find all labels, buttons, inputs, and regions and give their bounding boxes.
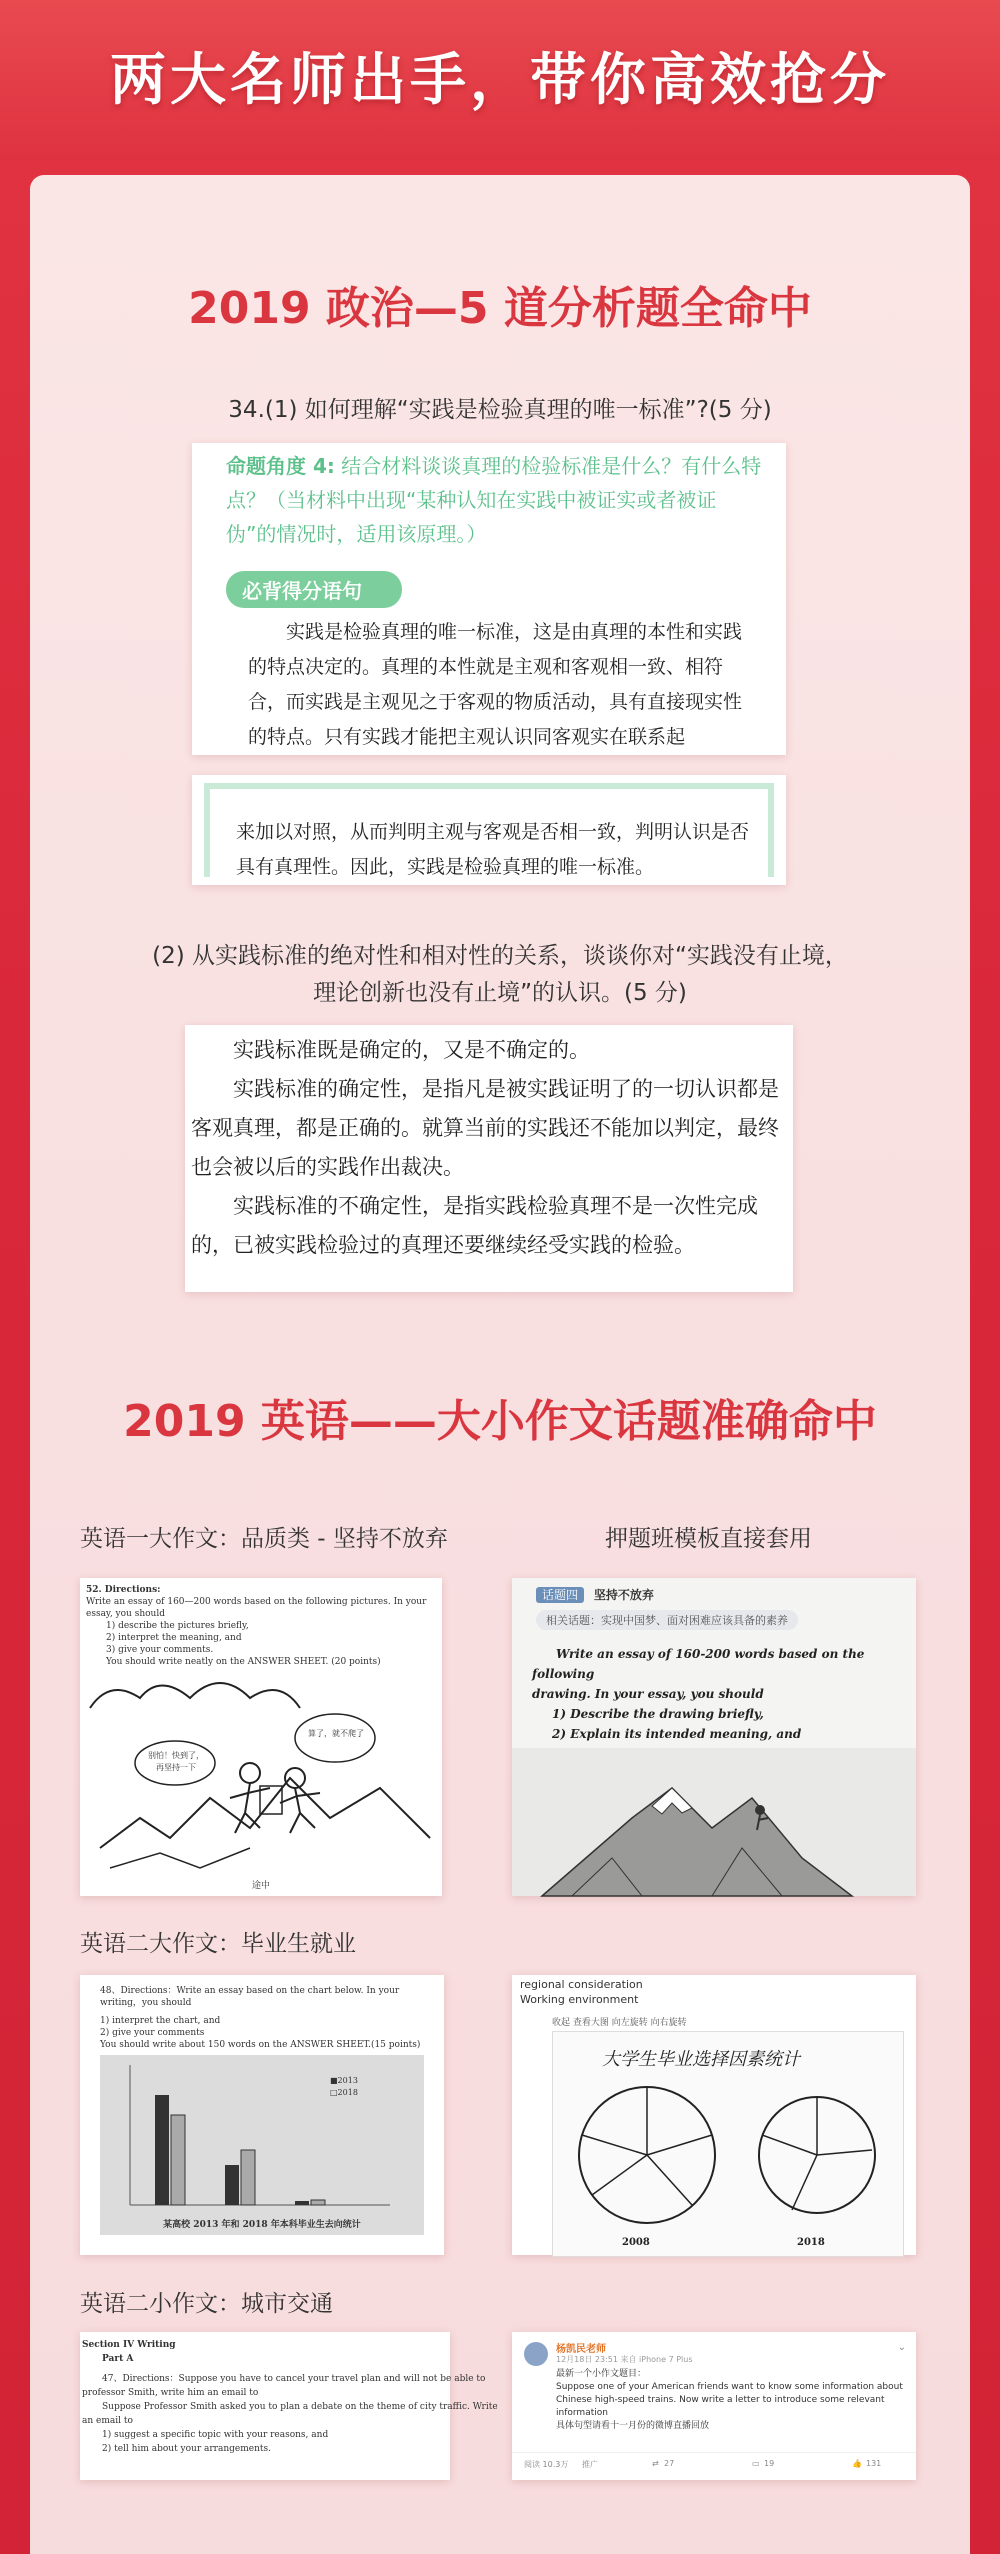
t6-line-4: information xyxy=(556,2408,608,2418)
t3-line-4: You should write about 150 words on the ANSWER SHEET.(15 points) xyxy=(100,2040,421,2050)
t6-name: 杨凯民老师 xyxy=(556,2344,606,2355)
t4-year-2: 2018 xyxy=(797,2237,825,2248)
answer-clip-1 xyxy=(192,443,786,755)
english-section-title-text: 2019 英语——大小作文话题准确命中 xyxy=(115,1385,885,1449)
label-essay-1: 英语一大作文：品质类 - 坚持不放弃 xyxy=(80,1526,448,1552)
t2-line-3: 1) Describe the drawing briefly, xyxy=(552,1707,764,1721)
politics-question-1: 34.(1) 如何理解“实践是检验真理的唯一标准”?(5 分) xyxy=(228,397,772,423)
t6-repost: 27 xyxy=(664,2459,675,2468)
t5-line-4: professor Smith, write him an email to xyxy=(82,2388,259,2398)
exam-essay-1-image xyxy=(80,1578,442,1896)
t1-caption: 途中 xyxy=(251,1881,270,1891)
t1-line-3: 2) interpret the meaning, and xyxy=(106,1633,242,1643)
t1-line-2: 1) describe the pictures briefly, xyxy=(106,1621,249,1631)
answer-line-1: 实践标准既是确定的，又是不确定的。 xyxy=(233,1038,590,1062)
t2-subtitle: 相关话题：实现中国梦、面对困难应该具备的素养 xyxy=(536,1610,798,1630)
t2-line-2: drawing. In your essay, you should xyxy=(532,1687,764,1701)
weibo-footer xyxy=(512,2452,916,2469)
t6-line-5: 具体句型请看十一月份的微博直播回放 xyxy=(556,2421,710,2431)
hikers-cartoon xyxy=(80,1668,442,1896)
angle-text: 结合材料谈谈真理的检验标准是什么？有什么特点？（当材料中出现“某种认知在实践中被证实或者被证伪”的情况时，适用该原理。） xyxy=(226,454,762,546)
t1-line-5: You should write neatly on the ANSWER SHEET. (20 points) xyxy=(106,1657,381,1667)
answer-clip-1b xyxy=(192,775,786,885)
t5-line-3: 47、Directions：Suppose you have to cancel your travel plan and will not be able to xyxy=(102,2374,486,2384)
bar-study-2018 xyxy=(241,2150,255,2205)
t2-line-4: 2) Explain its intended meaning, and xyxy=(552,1727,802,1741)
t1-bubble-2: 算了，就不爬了 xyxy=(308,1729,364,1738)
t5-line-2: Part A xyxy=(102,2354,134,2364)
t6-line-2: Suppose one of your American friends want to know some information about xyxy=(556,2382,903,2392)
t3-line-2: 1) interpret the chart, and xyxy=(100,2016,221,2026)
answer-clip-2 xyxy=(185,1025,793,1292)
bar-startup-2018 xyxy=(311,2200,325,2205)
t5-line-6: an email to xyxy=(82,2416,133,2426)
t3-line-1: 48、Directions：Write an essay based on the chart below. In your writing，you should xyxy=(100,1986,400,2008)
t1-heading: 52. Directions: xyxy=(86,1585,161,1595)
bar-work-2013 xyxy=(155,2095,169,2205)
politics-section-title-text: 2019 政治—5 道分析题全命中 xyxy=(180,272,820,336)
answer-line-2: 实践标准的确定性，是指凡是被实践证明了的一切认识都是客观真理，都是正确的。就算当前的实践还不能加以判定，最终也会被以后的实践作出裁决。 xyxy=(191,1077,779,1179)
t5-line-7: 1) suggest a specific topic with your reasons, and xyxy=(102,2430,329,2440)
banner-title: 两大名师出手，带你高效抢分 xyxy=(110,48,890,113)
t1-line-4: 3) give your comments. xyxy=(106,1645,214,1655)
top-banner xyxy=(0,0,1000,160)
label-essay-2: 英语二大作文：毕业生就业 xyxy=(80,1931,356,1957)
t6-like: 131 xyxy=(866,2459,882,2468)
t6-meta: 12月18日 23:51 来自 iPhone 7 Plus xyxy=(556,2355,693,2364)
t3-line-3: 2) give your comments xyxy=(100,2028,205,2038)
t6-read: 阅读 10.3万 xyxy=(524,2460,569,2469)
employment-bar-chart xyxy=(100,2055,424,2235)
t6-line-3: Chinese high-speed trains. Now write a letter to introduce some relevant xyxy=(556,2395,885,2405)
label-essay-3: 英语二小作文：城市交通 xyxy=(80,2291,333,2317)
t6-promote[interactable]: 推广 xyxy=(582,2460,598,2469)
angle-label: 命题角度 4: xyxy=(226,454,335,478)
bar-work-2018 xyxy=(171,2115,185,2205)
t1-bubble-1: 别怕！快到了，再坚持一下 xyxy=(148,1751,204,1772)
t4-line-1: regional consideration xyxy=(520,1978,643,1991)
weibo-pie-image xyxy=(512,1975,916,2255)
t1-line-1: Write an essay of 160—200 words based on the following pictures. In your essay, you should xyxy=(86,1597,427,1619)
angle-text-block xyxy=(226,449,766,551)
bar-startup-2013 xyxy=(295,2201,309,2205)
answer-paragraph-2: 来加以对照，从而判明主观与客观是否相一致，判明认识是否具有真理性。因此，实践是检验真理的唯一标准。 xyxy=(236,821,750,878)
t2-badge: 话题四 xyxy=(536,1587,584,1603)
t4-toolbar: 收起 查看大图 向左旋转 向右旋转 xyxy=(552,2018,687,2028)
mountain-illustration xyxy=(512,1748,916,1896)
template-book-image xyxy=(512,1578,916,1896)
score-tag xyxy=(226,571,402,608)
t5-line-5: Suppose Professor Smith asked you to plan a debate on the theme of city traffic. Write xyxy=(102,2402,498,2412)
t4-hand-title: 大学生毕业选择因素统计 xyxy=(602,2049,800,2070)
avatar xyxy=(524,2342,548,2366)
t2-line-1: Write an essay of 160-200 words based on the following xyxy=(532,1647,865,1681)
t3-legend-2018: □2018 xyxy=(330,2088,358,2097)
t5-line-1: Section IV Writing xyxy=(82,2340,176,2350)
t3-legend-2013: ■2013 xyxy=(330,2076,358,2085)
politics-question-2-line1: (2) 从实践标准的绝对性和相对性的关系，谈谈你对“实践没有止境， xyxy=(152,943,848,969)
english-section-title xyxy=(0,1385,1000,1449)
answer-line-3: 实践标准的不确定性，是指实践检验真理不是一次性完成的，已被实践检验过的真理还要继续经受实践的检验。 xyxy=(191,1194,758,1257)
t6-comment: 19 xyxy=(764,2459,775,2468)
t2-badge-title: 坚持不放弃 xyxy=(593,1588,654,1602)
t3-caption: 某高校 2013 年和 2018 年本科毕业生去向统计 xyxy=(163,2220,361,2230)
t4-line-2: Working environment xyxy=(520,1993,639,2006)
bar-study-2013 xyxy=(225,2165,239,2205)
like-icon[interactable]: 👍 xyxy=(852,2459,862,2468)
t5-line-8: 2) tell him about your arrangements. xyxy=(102,2444,271,2454)
t4-year-1: 2008 xyxy=(622,2237,650,2248)
weibo-post-image xyxy=(512,2332,916,2480)
hand-pie-charts xyxy=(552,2075,902,2245)
politics-section-title xyxy=(0,272,1000,336)
exam-essay-3-image xyxy=(80,2332,498,2480)
exam-essay-2-image xyxy=(80,1975,444,2255)
comment-icon[interactable]: ▭ xyxy=(752,2459,760,2468)
chevron-down-icon[interactable]: ⌄ xyxy=(897,2342,906,2353)
t6-line-1: 最新一个小作文题目： xyxy=(556,2369,647,2379)
score-tag-label: 必背得分语句 xyxy=(226,571,402,608)
repost-icon[interactable]: ⇄ xyxy=(652,2459,659,2468)
politics-question-2-line2: 理论创新也没有止境”的认识。(5 分) xyxy=(313,980,687,1006)
label-template: 押题班模板直接套用 xyxy=(605,1526,812,1552)
answer-paragraph-1: 实践是检验真理的唯一标准，这是由真理的本性和实践的特点决定的。真理的本性就是主观和客观相一致、相符合，而实践是主观见之于客观的物质活动，具有直接现实性的特点。只有实践才能把主观认识同客观实在联系起 xyxy=(248,621,743,748)
